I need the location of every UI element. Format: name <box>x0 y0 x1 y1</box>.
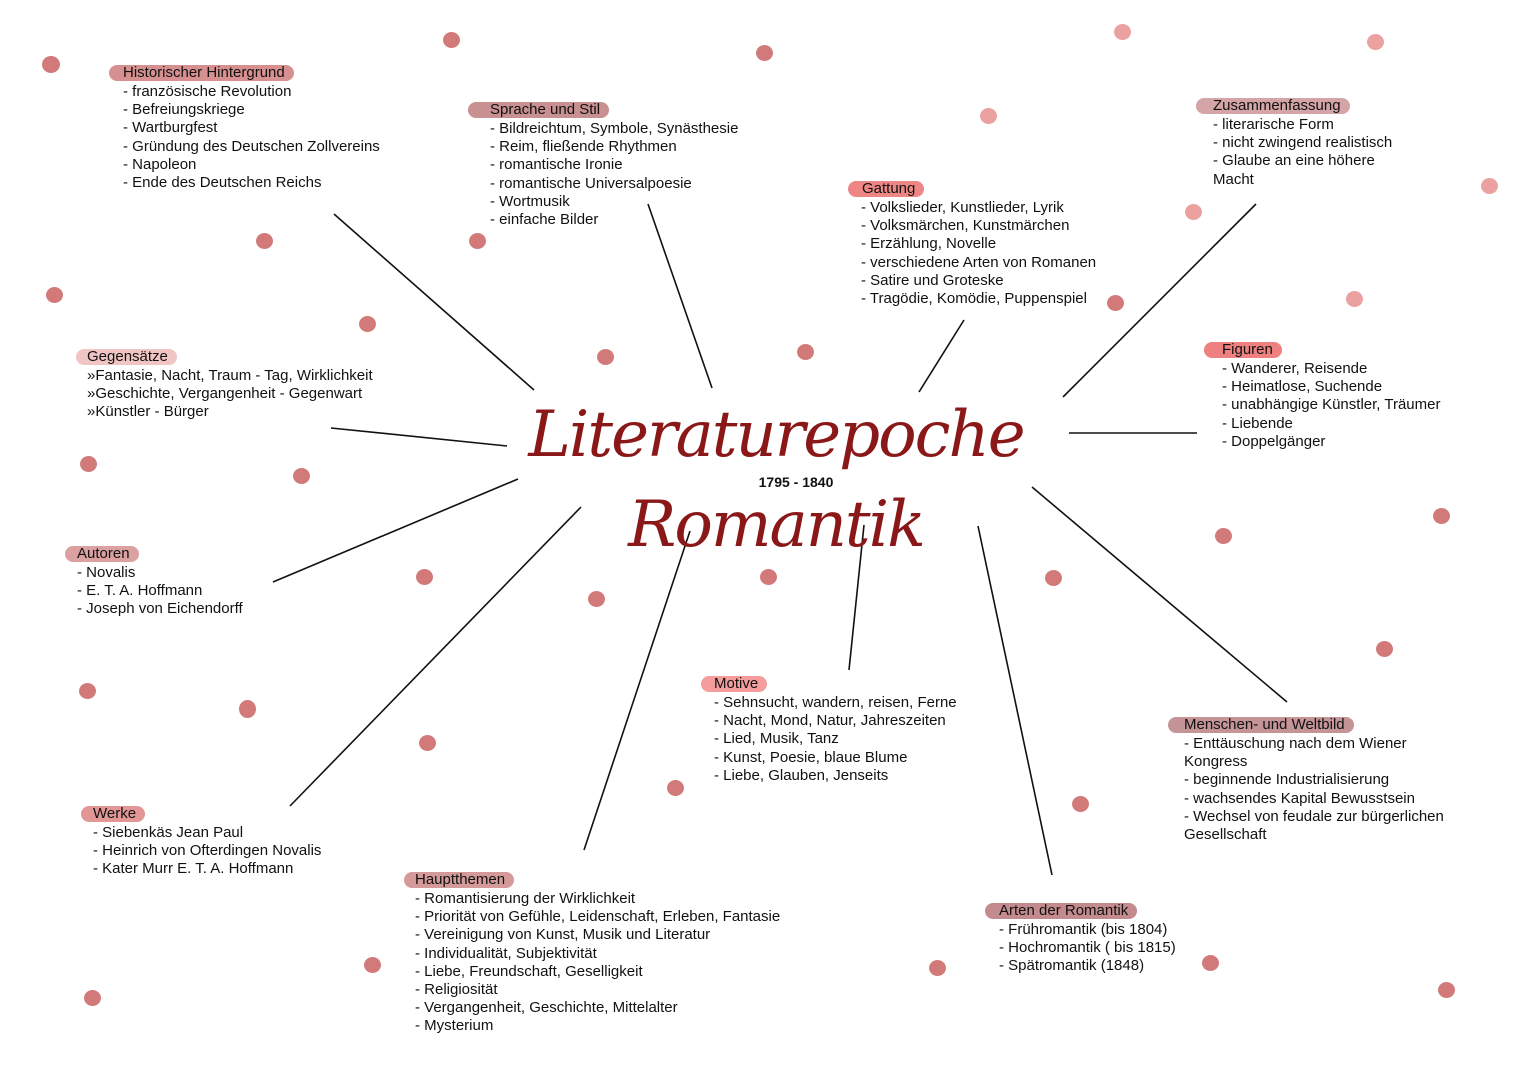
decor-dot <box>419 735 436 751</box>
list-item: - Ende des Deutschen Reichs <box>123 174 322 192</box>
section-heading: Figuren <box>1204 342 1282 358</box>
list-item: Macht <box>1213 170 1254 188</box>
list-item: - Heimatlose, Suchende <box>1222 378 1383 396</box>
section-item-list <box>468 120 738 229</box>
connector-hauptthemen <box>584 531 690 850</box>
list-item: - Liebe, Glauben, Jenseits <box>714 766 889 784</box>
list-item: - Vergangenheit, Geschichte, Mittelalter <box>415 999 678 1017</box>
list-item: - Liebende <box>1222 414 1293 432</box>
section-figuren <box>1204 341 1440 451</box>
list-item: - französische Revolution <box>123 83 292 100</box>
list-item: - beginnende Industrialisierung <box>1184 771 1390 789</box>
decor-dot <box>980 108 997 124</box>
decor-dot <box>1481 178 1498 194</box>
section-motive <box>701 675 957 785</box>
section-menschen <box>1168 716 1444 844</box>
list-item: - romantische Ironie <box>490 156 623 174</box>
connector-gattung <box>919 320 964 392</box>
section-heading: Sprache und Stil <box>468 102 609 118</box>
decor-dot <box>42 56 60 73</box>
decor-dot <box>46 287 63 303</box>
decor-dot <box>929 960 946 976</box>
list-item: - Frühromantik (bis 1804) <box>999 921 1168 938</box>
section-arten <box>985 902 1176 976</box>
list-item: - Romantisierung der Wirklichkeit <box>415 890 636 907</box>
list-item: - Glaube an eine höhere <box>1213 152 1375 170</box>
list-item: - Befreiungskriege <box>123 101 245 119</box>
connector-sprache <box>648 204 712 388</box>
list-item: - Volkslieder, Kunstlieder, Lyrik <box>861 199 1064 216</box>
section-item-list <box>76 367 373 422</box>
list-item: - Novalis <box>77 564 136 581</box>
main-title: Literaturepoche Romantik <box>528 398 1024 562</box>
section-item-list <box>1196 116 1392 189</box>
list-item: - verschiedene Arten von Romanen <box>861 253 1097 271</box>
decor-dot <box>239 700 256 718</box>
list-item: - nicht zwingend realistisch <box>1213 134 1393 152</box>
decor-dot <box>1072 796 1089 812</box>
list-item: - Sehnsucht, wandern, reisen, Ferne <box>714 694 957 711</box>
list-item: »Künstler - Bürger <box>87 403 209 421</box>
list-item: - Individualität, Subjektivität <box>415 944 597 962</box>
list-item: - Satire und Groteske <box>861 271 1004 289</box>
list-item: - Volksmärchen, Kunstmärchen <box>861 217 1070 235</box>
section-heading: Arten der Romantik <box>985 903 1137 919</box>
section-zusammenfassung <box>1196 97 1392 189</box>
list-item: »Fantasie, Nacht, Traum - Tag, Wirklichkeit <box>87 367 373 384</box>
list-item: - wachsendes Kapital Bewusstsein <box>1184 789 1415 807</box>
decor-dot <box>1114 24 1131 40</box>
connector-autoren <box>273 479 518 582</box>
decor-dot <box>1346 291 1363 307</box>
decor-dot <box>756 45 773 61</box>
list-item: - unabhängige Künstler, Träumer <box>1222 396 1441 414</box>
section-historisch <box>109 64 380 192</box>
section-heading: Historischer Hintergrund <box>109 65 294 81</box>
list-item: - Wartburgfest <box>123 119 218 137</box>
section-gattung <box>848 180 1096 308</box>
decor-dot <box>1215 528 1232 544</box>
list-item: - Hochromantik ( bis 1815) <box>999 939 1176 957</box>
decor-dot <box>256 233 273 249</box>
decor-dot <box>293 468 310 484</box>
decor-dot <box>760 569 777 585</box>
section-gegensaetze <box>76 348 373 422</box>
list-item: »Geschichte, Vergangenheit - Gegenwart <box>87 385 363 403</box>
connector-menschen <box>1032 487 1287 702</box>
section-item-list <box>404 890 780 1036</box>
section-heading: Motive <box>701 676 767 692</box>
list-item: - Nacht, Mond, Natur, Jahreszeiten <box>714 712 946 730</box>
section-werke <box>81 805 321 879</box>
connector-arten <box>978 526 1052 875</box>
section-item-list <box>848 199 1096 308</box>
list-item: - Liebe, Freundschaft, Geselligkeit <box>415 962 643 980</box>
list-item: - Spätromantik (1848) <box>999 957 1145 975</box>
list-item: - Wanderer, Reisende <box>1222 360 1368 377</box>
list-item: - Kater Murr E. T. A. Hoffmann <box>93 860 294 878</box>
list-item: - Reim, fließende Rhythmen <box>490 138 677 156</box>
section-heading: Hauptthemen <box>404 872 514 888</box>
decor-dot <box>84 990 101 1006</box>
list-item: - Wortmusik <box>490 192 570 210</box>
decor-dot <box>80 456 97 472</box>
decor-dot <box>597 349 614 365</box>
list-item: - Lied, Musik, Tanz <box>714 730 839 748</box>
decor-dot <box>1376 641 1393 657</box>
decor-dot <box>1045 570 1062 586</box>
list-item: - Napoleon <box>123 155 197 173</box>
section-heading: Gegensätze <box>76 349 177 365</box>
list-item: - Tragödie, Komödie, Puppenspiel <box>861 290 1087 308</box>
decor-dot <box>667 780 684 796</box>
list-item: - einfache Bilder <box>490 211 599 229</box>
section-item-list <box>81 824 321 879</box>
list-item: - Siebenkäs Jean Paul <box>93 824 244 841</box>
list-item: - Religiosität <box>415 981 498 999</box>
decor-dot <box>1367 34 1384 50</box>
section-hauptthemen <box>404 871 780 1036</box>
list-item: - Erzählung, Novelle <box>861 235 997 253</box>
section-heading: Werke <box>81 806 145 822</box>
list-item: - Heinrich von Ofterdingen Novalis <box>93 842 322 860</box>
decor-dot <box>1185 204 1202 220</box>
decor-dot <box>797 344 814 360</box>
list-item: - Doppelgänger <box>1222 432 1326 450</box>
decor-dot <box>416 569 433 585</box>
decor-dot <box>364 957 381 973</box>
list-item: - Priorität von Gefühle, Leidenschaft, Erleben, Fantasie <box>415 908 781 926</box>
section-heading: Zusammenfassung <box>1196 98 1350 114</box>
section-item-list <box>1168 735 1444 844</box>
decor-dot <box>1433 508 1450 524</box>
section-sprache <box>468 101 738 229</box>
section-heading: Menschen- und Weltbild <box>1168 717 1354 733</box>
list-item: - Bildreichtum, Symbole, Synästhesie <box>490 120 739 137</box>
list-item: - Enttäuschung nach dem Wiener <box>1184 735 1407 752</box>
section-item-list <box>1204 360 1440 451</box>
list-item: - Mysterium <box>415 1017 494 1035</box>
section-heading: Autoren <box>65 546 139 562</box>
section-autoren <box>65 545 243 619</box>
list-item: - Gründung des Deutschen Zollvereins <box>123 137 380 155</box>
decor-dot <box>79 683 96 699</box>
decor-dot <box>1202 955 1219 971</box>
list-item: - Joseph von Eichendorff <box>77 600 243 618</box>
decor-dot <box>469 233 486 249</box>
decor-dot <box>1438 982 1455 998</box>
section-item-list <box>65 564 243 619</box>
list-item: Gesellschaft <box>1184 826 1267 844</box>
list-item: - Wechsel von feudale zur bürgerlichen <box>1184 807 1444 825</box>
list-item: - E. T. A. Hoffmann <box>77 582 203 600</box>
decor-dot <box>588 591 605 607</box>
list-item: - Kunst, Poesie, blaue Blume <box>714 748 908 766</box>
section-item-list <box>109 83 380 192</box>
epoch-years: 1795 - 1840 <box>758 474 834 490</box>
list-item: Kongress <box>1184 753 1248 771</box>
list-item: - literarische Form <box>1213 116 1334 133</box>
decor-dot <box>1107 295 1124 311</box>
section-item-list <box>701 694 957 785</box>
decor-dot <box>359 316 376 332</box>
list-item: - Vereinigung von Kunst, Musik und Literatur <box>415 926 711 944</box>
section-heading: Gattung <box>848 181 924 197</box>
list-item: - romantische Universalpoesie <box>490 174 692 192</box>
decor-dot <box>443 32 460 48</box>
connector-gegensaetze <box>331 428 507 446</box>
section-item-list <box>985 921 1176 976</box>
